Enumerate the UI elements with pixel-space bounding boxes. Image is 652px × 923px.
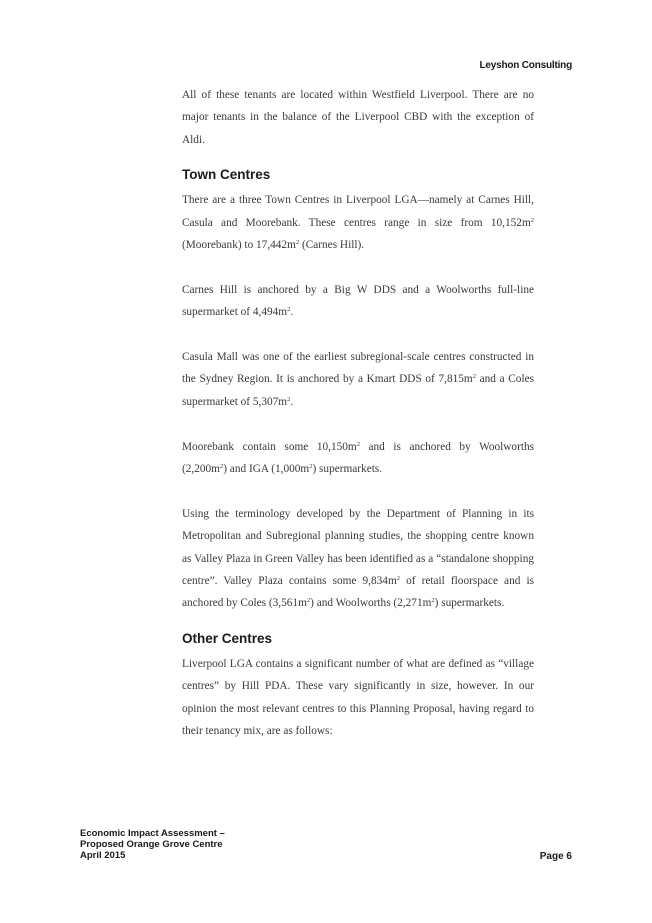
superscript: 2 (306, 597, 311, 605)
other-centres-paragraph-1: Liverpool LGA contains a significant number of what are defined as “village centres” by Hill PDA. These vary significantly in size, however. In our opinion the most relevant centres to this Planning Proposal, having regard to their tenancy mix, are as follows: (182, 657, 534, 738)
superscript: 2 (219, 463, 224, 471)
other-centres-heading: Other Centres (182, 630, 273, 646)
page-number: Page 6 (539, 851, 572, 862)
intro-paragraph: All of these tenants are located within Westfield Liverpool. There are no major tenants in the balance of the Liverpool CBD with the exception of Aldi. (182, 89, 534, 146)
superscript: 2 (356, 440, 360, 448)
town-centres-paragraph-3: Casula Mall was one of the earliest subregional-scale centres constructed in the Sydney Region. It is anchored by a Kmart DDS of $7,815m^2$ and a Coles supermarket of $5,307m^2$. (182, 351, 535, 408)
town-centres-heading: Town Centres (182, 167, 271, 183)
town-centres-paragraph-5: Using the terminology developed by the Department of Planning in its Metropolitan and Subregional planning studies, the shopping centre known as Valley Plaza in Green Valley has been identified as a “standalone shopping centre”. Valley Plaza contains some $9,834m^2$ of retail floorspace and is anchored by Coles $(3,561m^2)$ and Woolworths $(2,271m^2)$ supermarkets. (182, 507, 534, 610)
superscript: 2 (295, 239, 300, 247)
superscript: 2 (530, 216, 534, 224)
town-centres-paragraph-4: Moorebank contain some $10,150m^2$ and is anchored by Woolworths $(2,200m^2)$ and IGA $(1,000m^2)$ supermarkets. (182, 440, 535, 476)
company-header: Leyshon Consulting (479, 60, 572, 71)
footer-title-line-2: Proposed Orange Grove Centre (80, 839, 223, 850)
footer-document-info (80, 828, 225, 861)
document-body (182, 84, 534, 765)
superscript: 2 (396, 575, 400, 583)
superscript: 2 (472, 373, 476, 381)
superscript: 2 (309, 463, 313, 471)
superscript: 2 (287, 395, 291, 403)
town-centres-paragraph-1: There are a three Town Centres in Liverpool LGA—namely at Carnes Hill, Casula and Moorebank. These centres range in size from $10,152m^2$ (Moorebank) to $17,442m^2$ (Carnes Hill). (182, 194, 534, 252)
superscript: 2 (287, 306, 291, 314)
town-centres-paragraph-2: Carnes Hill is anchored by a Big W DDS and a Woolworths full-line supermarket of $4,494m^2$. (182, 283, 534, 319)
footer-title-line-1: Economic Impact Assessment – (80, 828, 225, 839)
footer-date: April 2015 (80, 850, 126, 861)
superscript: 2 (431, 597, 435, 605)
